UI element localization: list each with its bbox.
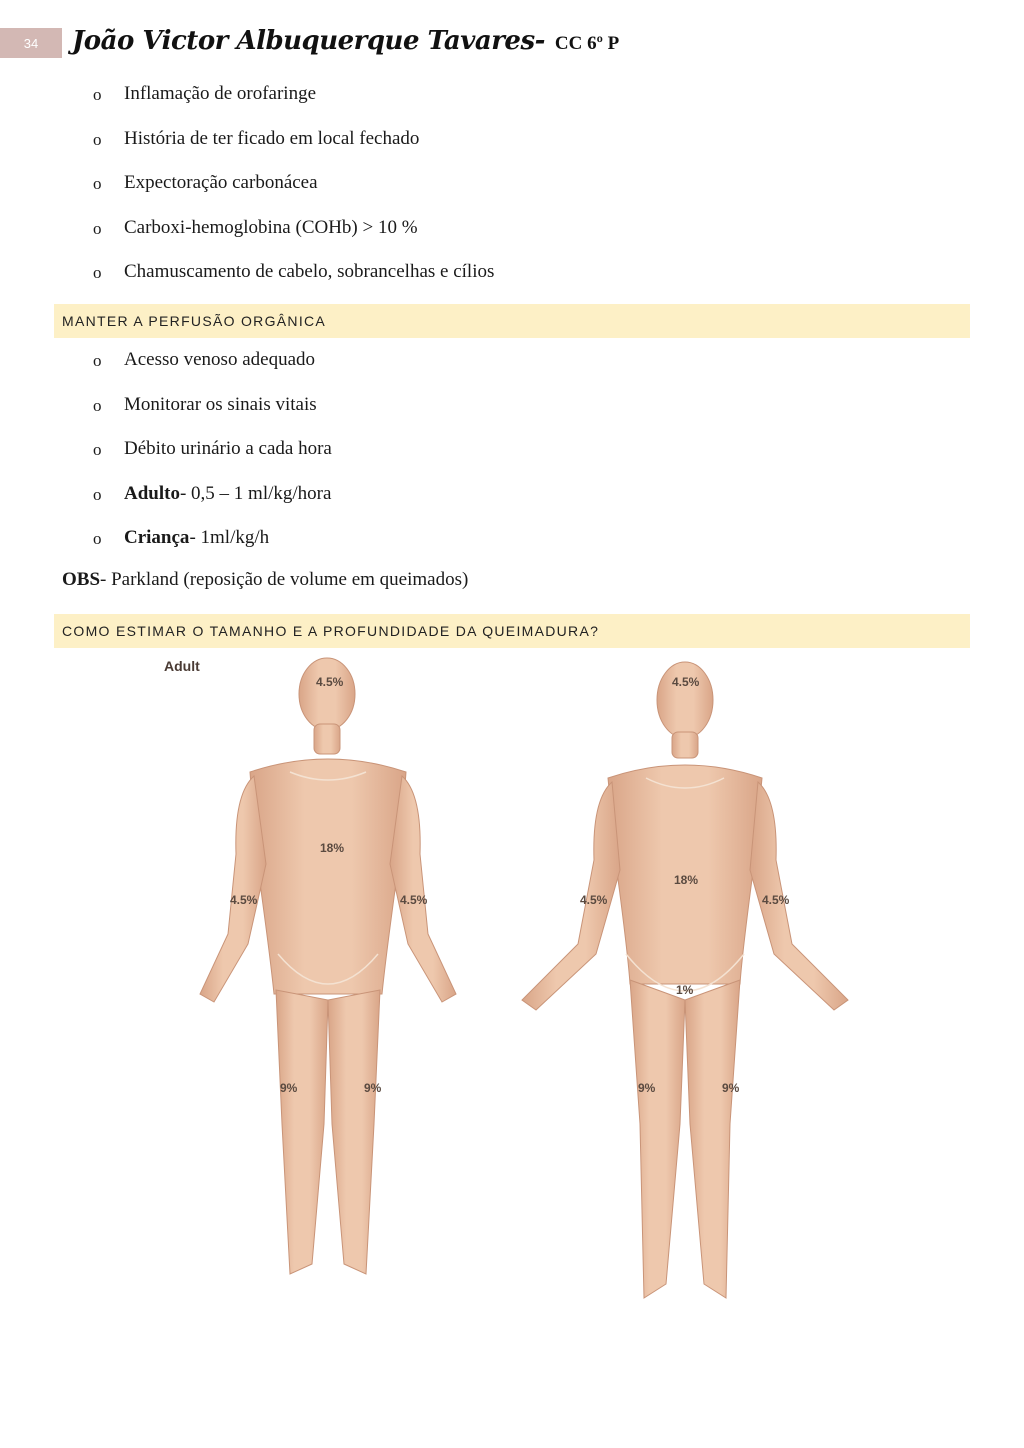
front-arm-right-label: 4.5%	[762, 893, 790, 907]
back-leg-left	[276, 990, 328, 1274]
back-arm-right	[390, 776, 456, 1002]
list-item-text: Carboxi-hemoglobina (COHb) > 10 %	[124, 216, 418, 238]
bullet-icon: o	[93, 529, 102, 549]
section-heading-perfusion: MANTER A PERFUSÃO ORGÂNICA	[54, 304, 970, 338]
list-item	[0, 392, 332, 437]
list-item-text: Inflamação de orofaringe	[124, 83, 317, 104]
front-arm-left-label: 4.5%	[580, 893, 608, 907]
back-head-label: 4.5%	[316, 675, 344, 689]
list-item-text: - 1ml/kg/h	[189, 527, 270, 549]
body-diagram	[150, 654, 880, 1304]
back-arm-left	[200, 776, 266, 1002]
front-leg-right	[685, 980, 740, 1298]
bullet-icon: o	[93, 174, 102, 194]
back-body	[200, 658, 456, 1274]
back-neck	[314, 724, 340, 754]
bullet-icon: o	[93, 351, 102, 370]
list-item	[0, 259, 494, 304]
front-leg-left	[630, 980, 685, 1298]
front-leg-right-label: 9%	[722, 1081, 740, 1095]
list-item	[0, 215, 494, 260]
back-arm-left-label: 4.5%	[230, 893, 258, 907]
back-trunk-label: 18%	[320, 841, 345, 855]
bullet-icon: o	[93, 218, 102, 238]
list-item	[0, 81, 494, 126]
bullet-icon: o	[93, 395, 102, 415]
list-item	[0, 481, 332, 526]
perfusion-list	[0, 347, 332, 570]
obs-text: - Parkland (reposição de volume em queimados)	[100, 569, 469, 590]
rule-of-nines-figure	[150, 654, 880, 1304]
page-header	[72, 26, 619, 56]
list-item-text: Monitorar os sinais vitais	[124, 393, 317, 415]
back-leg-right-label: 9%	[364, 1081, 382, 1095]
back-leg-right	[328, 990, 380, 1274]
list-item-text: Acesso venoso adequado	[124, 349, 316, 370]
obs-note	[62, 569, 468, 591]
back-torso	[250, 759, 406, 994]
symptom-list	[0, 81, 494, 304]
list-item	[0, 170, 494, 215]
figure-label: Adult	[164, 658, 200, 674]
list-item-text: Chamuscamento de cabelo, sobrancelhas e cílios	[124, 261, 495, 283]
list-item	[0, 347, 332, 392]
bullet-icon: o	[93, 440, 102, 460]
list-item	[0, 436, 332, 481]
front-head	[657, 662, 713, 738]
page-number: 34	[0, 28, 62, 58]
list-item-text: Expectoração carbonácea	[124, 172, 318, 194]
list-item	[0, 126, 494, 171]
list-item-text: História de ter ficado em local fechado	[124, 127, 420, 149]
front-trunk-label: 18%	[674, 873, 699, 887]
author-name: João Victor Albuquerque Tavares-	[72, 26, 545, 56]
back-head	[299, 658, 355, 730]
bullet-icon: o	[93, 129, 102, 149]
list-item	[0, 525, 332, 570]
list-item-bold: Criança	[124, 527, 190, 549]
front-leg-left-label: 9%	[638, 1081, 656, 1095]
front-genital-label: 1%	[676, 983, 694, 997]
obs-label: OBS	[62, 569, 101, 590]
course-label: CC 6º P	[554, 33, 620, 54]
bullet-icon: o	[93, 484, 102, 504]
section-heading-burn-size: COMO ESTIMAR O TAMANHO E A PROFUNDIDADE DA QUEIMADURA?	[54, 614, 970, 648]
back-leg-left-label: 9%	[280, 1081, 298, 1095]
list-item-text: Débito urinário a cada hora	[124, 438, 332, 460]
bullet-icon: o	[93, 263, 102, 283]
front-body	[522, 662, 848, 1298]
list-item-text: - 0,5 – 1 ml/kg/hora	[179, 482, 332, 504]
list-item-bold: Adulto	[124, 482, 180, 504]
front-neck	[672, 732, 698, 758]
bullet-icon: o	[93, 85, 102, 104]
back-arm-right-label: 4.5%	[400, 893, 428, 907]
front-head-label: 4.5%	[672, 675, 700, 689]
